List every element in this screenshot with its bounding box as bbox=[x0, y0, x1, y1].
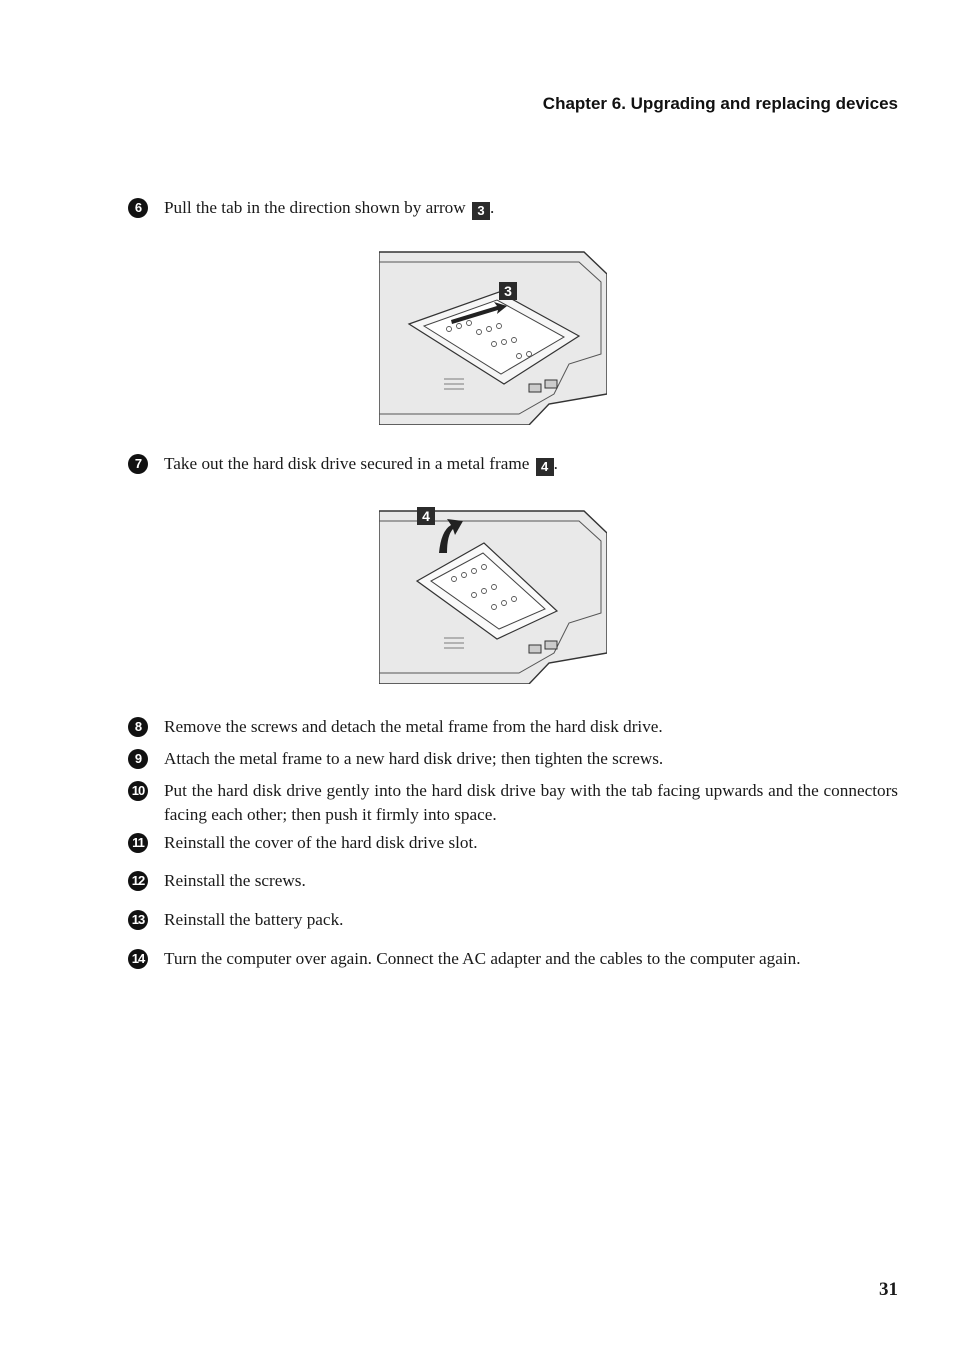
step-14 bbox=[128, 947, 898, 971]
step-text: Pull the tab in the direction shown by arrow 3 . bbox=[164, 198, 495, 218]
step-11 bbox=[128, 831, 898, 855]
figure-callout: 3 bbox=[504, 283, 512, 299]
step-text: Put the hard disk drive gently into the hard disk drive bay with the tab facing upwards and the connectors facing each other; then push it firmly into space. bbox=[164, 781, 898, 824]
step-text: Take out the hard disk drive secured in a metal frame 4 . bbox=[164, 454, 558, 474]
step-number: 8 bbox=[128, 717, 148, 737]
step-text: Attach the metal frame to a new hard disk drive; then tighten the screws. bbox=[164, 749, 664, 768]
step-number: 13 bbox=[128, 910, 148, 930]
figure-pull-tab bbox=[379, 244, 607, 425]
step-13 bbox=[128, 908, 898, 932]
step-text: Reinstall the screws. bbox=[164, 871, 306, 890]
callout-marker: 4 bbox=[536, 458, 554, 476]
step-number: 10 bbox=[128, 781, 148, 801]
step-number: 11 bbox=[128, 833, 148, 853]
step-7 bbox=[128, 452, 898, 476]
step-number: 6 bbox=[128, 198, 148, 218]
chapter-header: Chapter 6. Upgrading and replacing devices bbox=[542, 94, 898, 113]
step-12 bbox=[128, 869, 898, 893]
step-number: 14 bbox=[128, 949, 148, 969]
step-6 bbox=[128, 196, 898, 220]
step-number: 12 bbox=[128, 871, 148, 891]
step-number: 7 bbox=[128, 454, 148, 474]
step-text: Remove the screws and detach the metal frame from the hard disk drive. bbox=[164, 717, 663, 736]
callout-marker: 3 bbox=[472, 202, 490, 220]
step-number: 9 bbox=[128, 749, 148, 769]
step-text: Reinstall the cover of the hard disk drive slot. bbox=[164, 833, 478, 852]
figure-remove-drive bbox=[379, 503, 607, 684]
step-9 bbox=[128, 747, 898, 771]
page-number: 31 bbox=[879, 1279, 898, 1300]
step-10 bbox=[128, 779, 898, 827]
figure-callout: 4 bbox=[422, 508, 430, 524]
step-8 bbox=[128, 715, 898, 739]
step-text: Turn the computer over again. Connect the AC adapter and the cables to the computer again. bbox=[164, 949, 801, 968]
step-text: Reinstall the battery pack. bbox=[164, 910, 344, 929]
